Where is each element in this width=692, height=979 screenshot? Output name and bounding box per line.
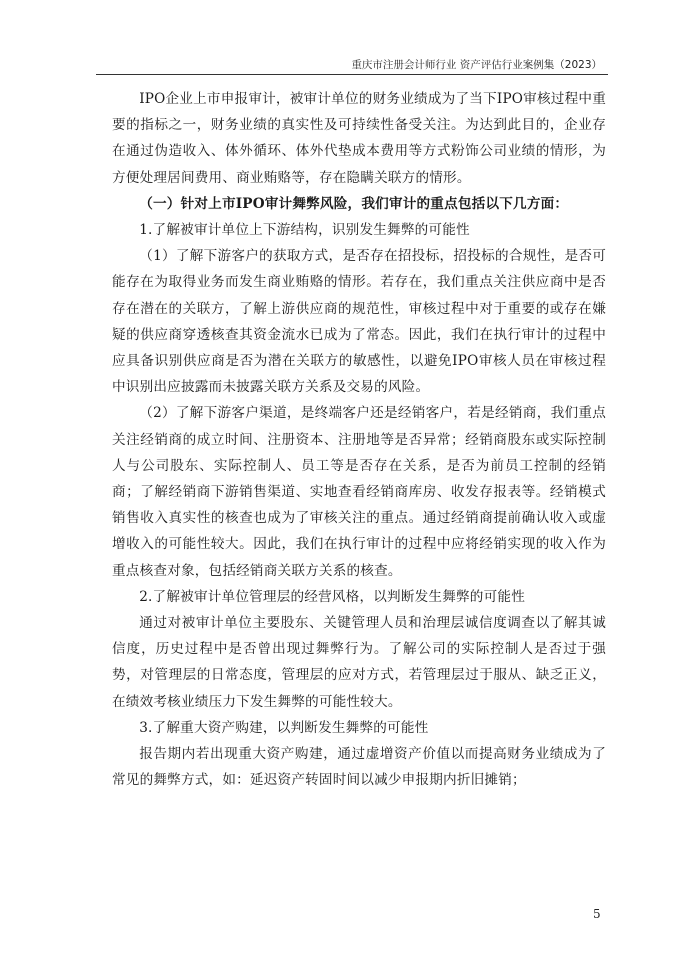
section-heading: （一）针对上市IPO审计舞弊风险，我们审计的重点包括以下几方面：: [139, 195, 569, 212]
paragraph-3: 报告期内若出现重大资产购建，通过虚增资产价值以而提高财务业绩成为了常见的舞弊方式，如：延迟资产转固时间以减少申报期内折旧摊销；: [112, 746, 606, 789]
page-number: 5: [593, 907, 601, 921]
subheading-3: 3.了解重大资产购建，以判断发生舞弊的可能性: [139, 719, 429, 736]
subheading-1: 1.了解被审计单位上下游结构，识别发生舞弊的可能性: [139, 222, 470, 239]
page-body: [112, 86, 606, 793]
paragraph-2: 通过对被审计单位主要股东、关键管理人员和治理层诚信度调查以了解其诚信度，历史过程中是否曾出现过舞弊行为。了解公司的实际控制人是否过于强势，对管理层的日常态度，管理层的应对方式，若管理层过于服从、缺乏正义，在绩效考核业绩压力下发生舞弊的可能性较大。: [112, 615, 606, 710]
running-header: [96, 48, 608, 75]
paragraph-1-1: （1）了解下游客户的获取方式，是否存在招投标，招投标的合规性，是否可能存在为取得业务而发生商业贿赂的情形。若存在，我们重点关注供应商中是否存在潜在的关联方，了解上游供应商的规范性，审核过程中对于重要的或存在嫌疑的供应商穿透核查其资金流水已成为了常态。因此，我们在执行审计的过程中应具备识别供应商是否为潜在关联方的敏感性，以避免IPO审核人员在审核过程中识别出应披露而未披露关联方关系及交易的风险。: [112, 248, 606, 396]
subheading-2: 2.了解被审计单位管理层的经营风格，以判断发生舞弊的可能性: [139, 588, 525, 605]
header-title: 重庆市注册会计师行业 资产评估行业案例集（2023）: [351, 59, 602, 71]
intro-paragraph: IPO企业上市申报审计，被审计单位的财务业绩成为了当下IPO审核过程中重要的指标之一，财务业绩的真实性及可持续性备受关注。为达到此目的，企业存在通过伪造收入、体外循环、体外代垫成本费用等方式粉饰公司业绩的情形，为方便处理居间费用、商业贿赂等，存在隐瞒关联方的情形。: [112, 91, 606, 186]
paragraph-1-2: （2）了解下游客户渠道，是终端客户还是经销客户，若是经销商，我们重点关注经销商的成立时间、注册资本、注册地等是否异常；经销商股东或实际控制人与公司股东、实际控制人、员工等是否存在关系，是否为前员工控制的经销商；了解经销商下游销售渠道、实地查看经销商库房、收发存报表等。经销模式销售收入真实性的核查也成为了审核关注的重点。通过经销商提前确认收入或虚增收入的可能性较大。因此，我们在执行审计的过程中应将经销实现的收入作为重点核查对象，包括经销商关联方关系的核查。: [112, 405, 606, 579]
